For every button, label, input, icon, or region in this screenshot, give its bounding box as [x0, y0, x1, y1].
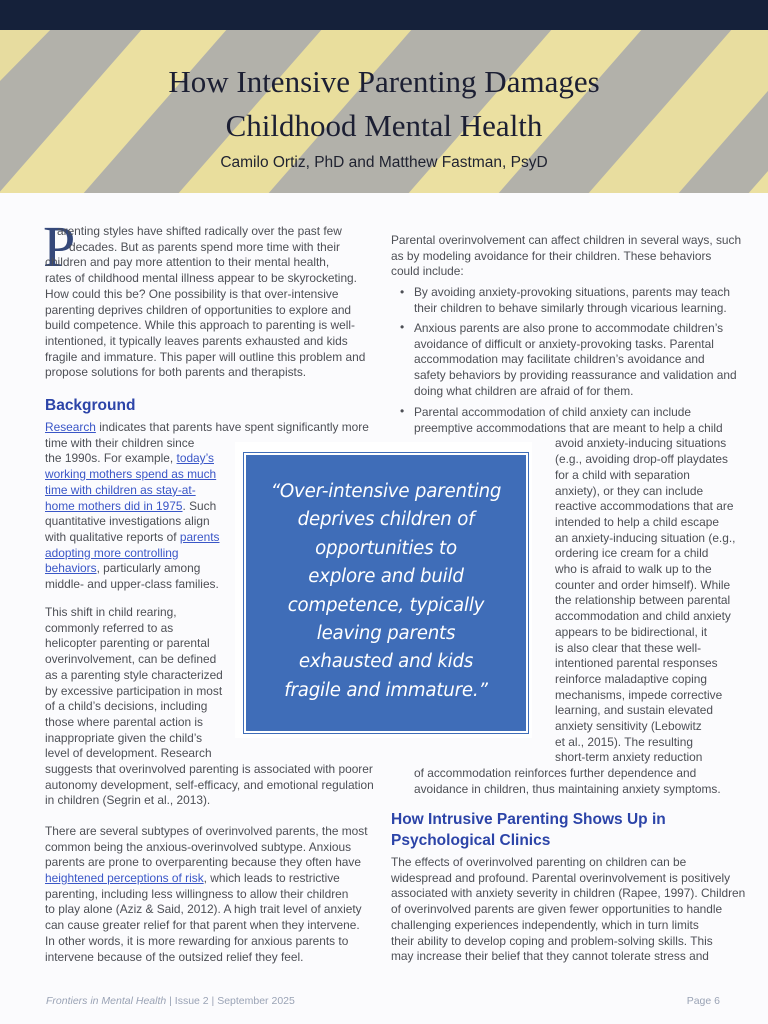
working-mothers-link-line-3: home mothers did in 1975. Such — [45, 498, 217, 513]
research-link[interactable]: Research — [45, 420, 96, 434]
subtypes-line-b-4: In other words, it is more rewarding for anxious parents to — [45, 933, 349, 948]
subtypes-line-b-3: can cause greater relief for that parent when they intervene. — [45, 918, 360, 933]
right-intro-line-1: Parental overinvolvement can affect children in several ways, such — [391, 233, 742, 247]
bullet2-line-1: Anxious parents are also prone to accommodate children’s — [414, 321, 724, 335]
helicopter-line-2: commonly referred to as — [45, 620, 174, 635]
intro-line-8: intentioned, it typically leaves parents exhausted and kids — [45, 333, 348, 348]
bullet3-narrow-line-7: an anxiety-inducing situation (e.g., — [555, 530, 736, 545]
bullet3-narrow-line-21: short-term anxiety reduction — [555, 750, 703, 765]
journal-name: Frontiers in Mental Health — [46, 995, 167, 1007]
bullet3-narrow-line-16: reinforce maladaptive coping — [555, 671, 708, 686]
helicopter-line-11: suggests that overinvolved parenting is associated with poorer — [45, 762, 373, 776]
background-line-1: Research indicates that parents have spent significantly more — [45, 420, 369, 434]
intro-line-2: decades. But as parents spend more time with their — [69, 239, 340, 254]
bullet1-line-2: their children to behave similarly through vicarious learning. — [414, 300, 727, 315]
bullet3-narrow-line-13: appears to be bidirectional, it — [555, 624, 708, 639]
bullet3-narrow-line-19: anxiety sensitivity (Lebowitz — [555, 719, 702, 733]
drop-cap: P — [43, 214, 76, 279]
bullet3-narrow-line-15: intentioned parental responses — [555, 656, 718, 671]
bullet3-line-2: preemptive accommodations that are meant to help a child — [414, 420, 723, 435]
parents-link[interactable]: parents — [179, 529, 220, 544]
bullet2-line-3: accommodation may facilitate children’s avoidance and — [414, 352, 705, 367]
bullet3-narrow-line-20: et al., 2015). The resulting — [555, 734, 693, 749]
issue-info: | Issue 2 | September 2025 — [166, 995, 295, 1007]
working-mothers-link-line-2[interactable]: time with children as stay-at- — [45, 482, 196, 497]
risk-line: heightened perceptions of risk, which leads to restrictive — [45, 871, 340, 885]
helicopter-line-6: by excessive participation in most — [45, 683, 223, 698]
bullet3-line-1: Parental accommodation of child anxiety can include — [414, 405, 691, 419]
bullet3-narrow-line-2: (e.g., avoiding drop-off playdates — [555, 452, 728, 467]
page-number: Page 6 — [686, 995, 720, 1007]
clinics-line-2: widespread and profound. Parental overinvolvement is positively — [391, 870, 731, 885]
todays-link[interactable]: today’s — [176, 451, 214, 466]
behaviors-link[interactable]: behaviors — [45, 561, 97, 576]
helicopter-line-7: of a child’s decisions, including — [45, 699, 208, 714]
article-title-line-2: Childhood Mental Health — [225, 108, 543, 143]
bullet-dot-1: • — [400, 285, 405, 299]
clinics-line-3: associated with anxiety severity in children (Rapee, 1997). Children — [391, 886, 746, 901]
intro-line-7: build competence. While this approach to parenting is well- — [45, 318, 355, 333]
bullet3-narrow-line-11: the relationship between parental — [555, 593, 731, 608]
background-line-2: time with their children since — [45, 435, 195, 450]
pull-quote-line-7: exhausted and kids — [298, 651, 474, 673]
bullet2-line-5: doing what children are afraid of for them. — [414, 383, 634, 398]
helicopter-line-9: inappropriate given the child’s — [45, 730, 203, 745]
bullet3-narrow-line-5: reactive accommodations that are — [555, 499, 734, 514]
bullet3-end-line-2: avoidance in children, thus maintaining anxiety symptoms. — [414, 781, 721, 796]
bullet3-narrow-line-9: who is afraid to walk up to the — [555, 562, 712, 576]
authors: Camilo Ortiz, PhD and Matthew Fastman, PsyD — [220, 154, 548, 171]
background-line-3: the 1990s. For example, today’s — [45, 451, 214, 466]
intro-line-6: parenting deprives children of opportunities to explore and — [45, 302, 352, 317]
bullet3-narrow-line-6: intended to help a child escape — [555, 514, 719, 529]
pull-quote-line-4: explore and build — [308, 566, 464, 588]
pull-quote-line-5: competence, typically — [287, 594, 485, 616]
article-title-line-1: How Intensive Parenting Damages — [168, 64, 600, 99]
helicopter-line-3: helicopter parenting or parental — [45, 636, 210, 651]
bullet-dot-2: • — [400, 320, 405, 334]
bullet-dot-3: • — [400, 404, 405, 418]
bullet3-narrow-line-4: anxiety), or they can include — [555, 483, 704, 498]
top-bar — [0, 0, 768, 30]
subtypes-line-b-1: parenting, including less willingness to allow their children — [45, 886, 349, 901]
footer-journal — [46, 995, 295, 1007]
subtypes-line-3: parents are prone to overparenting because they often have — [45, 855, 361, 870]
clinics-line-5: challenging experiences independently, which in turn limits — [391, 917, 699, 932]
adopting-link-line[interactable]: adopting more controlling — [45, 545, 179, 560]
working-mothers-link-line-1[interactable]: working mothers spend as much — [45, 467, 217, 482]
helicopter-line-1: This shift in child rearing, — [45, 605, 177, 619]
bullet3-narrow-line-17: mechanisms, impede corrective — [555, 687, 723, 702]
quantitative-line: quantitative investigations align — [45, 514, 210, 529]
bullet3-narrow-line-14: is also clear that these well- — [555, 640, 702, 655]
helicopter-line-12: autonomy development, self-efficacy, and emotional regulation — [45, 777, 374, 792]
bullet3-narrow-line-8: ordering ice cream for a child — [555, 546, 709, 561]
helicopter-line-13: in children (Segrin et al., 2013). — [45, 793, 211, 808]
clinics-line-6: their ability to develop coping and problem-solving skills. This — [391, 933, 713, 948]
helicopter-line-5: as a parenting style characterized — [45, 667, 223, 682]
qualitative-line: with qualitative reports of parents — [45, 529, 220, 544]
bullet1-line-1: By avoiding anxiety-provoking situations, parents may teach — [414, 285, 730, 299]
section-heading-line-2: Psychological Clinics — [391, 832, 551, 849]
clinics-line-4: of overinvolved parents are given fewer opportunities to handle — [391, 902, 723, 917]
intro-line-5: How could this be? One possibility is that over-intensive — [45, 286, 339, 301]
clinics-line-7: may increase their belief that they cannot tolerate stress and — [391, 949, 709, 964]
helicopter-line-8: those where parental action is — [45, 714, 203, 729]
right-intro-line-3: could include: — [391, 264, 464, 279]
bullet3-end-line-1: of accommodation reinforces further dependence and — [414, 766, 697, 780]
pull-quote-line-2: deprives children of — [297, 509, 475, 531]
pull-quote — [244, 478, 528, 705]
bullet3-narrow-line-1: avoid anxiety-inducing situations — [555, 436, 727, 451]
bullet3-narrow-line-18: learning, and sustain elevated — [555, 703, 713, 718]
bullet3-narrow-line-3: for a child with separation — [555, 467, 690, 482]
working-mothers-link[interactable]: home mothers did in 1975 — [45, 498, 183, 513]
helicopter-line-10: level of development. Research — [45, 746, 212, 761]
intro-line-9: fragile and immature. This paper will outline this problem and — [45, 349, 366, 364]
intro-line-1: arenting styles have shifted radically over the past few — [57, 224, 342, 238]
behaviors-line: behaviors, particularly among — [45, 561, 201, 576]
intro-line-4: rates of childhood mental illness appear to be skyrocketing. — [45, 271, 357, 286]
section-heading-line-1: How Intrusive Parenting Shows Up in — [391, 811, 666, 828]
bullet3-narrow-line-12: accommodation and child anxiety — [555, 609, 731, 624]
pull-quote-line-8: fragile and immature.” — [284, 679, 488, 701]
subtypes-line-2: common being the anxious-overinvolved subtype. Anxious — [45, 839, 352, 854]
pull-quote-line-6: leaving parents — [316, 623, 456, 645]
risk-link[interactable]: heightened perceptions of risk — [45, 871, 204, 885]
subtypes-line-1: There are several subtypes of overinvolved parents, the most — [45, 824, 368, 838]
helicopter-line-4: overinvolvement, can be defined — [45, 652, 217, 667]
bullet2-line-2: avoidance of difficult or anxiety-provoking tasks. Parental — [414, 336, 714, 351]
background-heading: Background — [45, 397, 136, 414]
clinics-line-1: The effects of overinvolved parenting on children can be — [391, 855, 687, 869]
bullet2-line-4: safety behaviors by providing reassurance and validation and — [414, 368, 737, 383]
intro-line-10: propose solutions for both parents and therapists. — [45, 365, 307, 380]
pull-quote-line-1: “Over-intensive parenting — [270, 481, 502, 502]
subtypes-line-b-2: to play alone (Aziz & Said, 2012). A high trait level of anxiety — [45, 902, 362, 917]
intro-line-3: children and pay more attention to their mental health, — [45, 255, 330, 270]
middle-class-line: middle- and upper-class families. — [45, 577, 219, 591]
bullet3-narrow-line-10: counter and order himself). While — [555, 577, 731, 592]
subtypes-line-b-5: intervene because of the outsized relief they feel. — [45, 949, 304, 964]
pull-quote-line-3: opportunities to — [315, 537, 457, 559]
right-intro-line-2: as by modeling avoidance for their children. These behaviors — [391, 248, 712, 263]
